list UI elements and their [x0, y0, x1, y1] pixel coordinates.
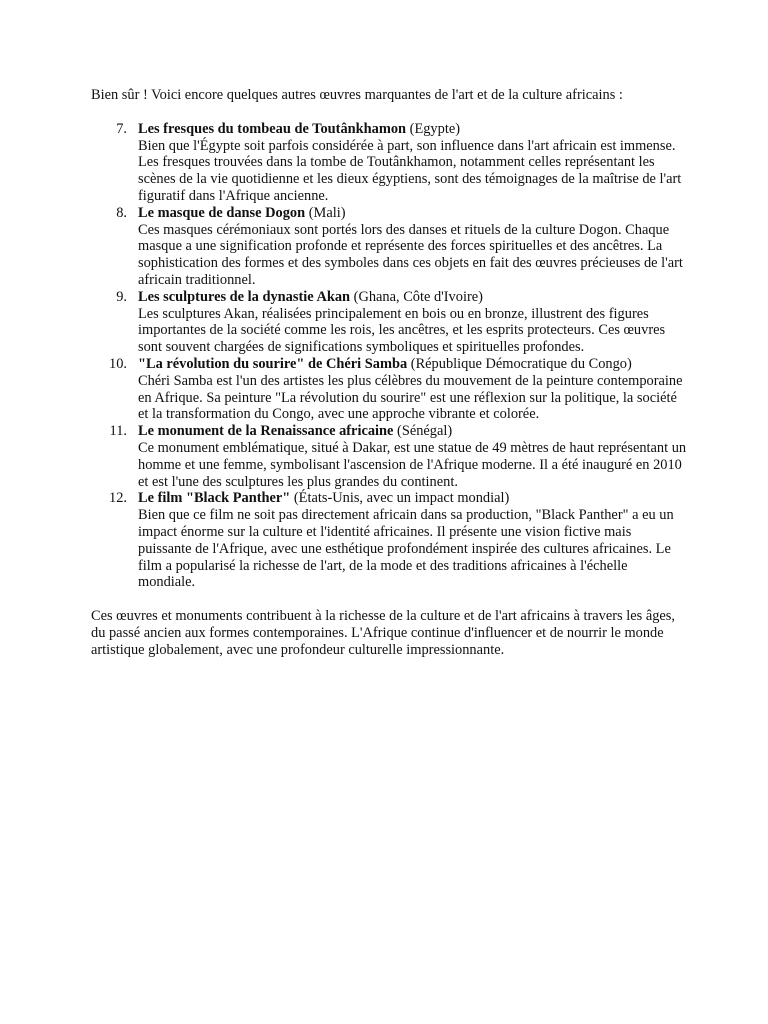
item-description: Bien que ce film ne soit pas directement africain dans sa production, "Black Panther" a eu un impact énorme sur la culture et l'identité africaines. Il présente une vision fictive mais puissante de l'Afrique, avec une esthétique profondément inspirée des cultures africaines. Le film a popularisé la richesse de l'art, de la mode et des traditions africaines à l'échelle mondiale. — [138, 507, 674, 591]
intro-paragraph: Bien sûr ! Voici encore quelques autres œuvres marquantes de l'art et de la culture africains : — [91, 87, 623, 103]
list-item — [91, 205, 687, 289]
list-item — [91, 356, 687, 423]
item-description: Ces masques cérémoniaux sont portés lors des danses et rituels de la culture Dogon. Chaque masque a une signification profonde et représente des forces spirituelles et des ancêtres. La sophistication des formes et des symboles dans ces objets en fait des œuvres précieuses de l'art africain traditionnel. — [138, 221, 683, 288]
item-number: 12. — [109, 490, 127, 507]
item-number: 8. — [116, 204, 127, 221]
list-item — [91, 423, 687, 490]
document-page — [91, 87, 687, 659]
item-title: Les sculptures de la dynastie Akan — [138, 288, 351, 305]
item-title: Les fresques du tombeau de Toutânkhamon — [138, 120, 407, 137]
item-title: Le film "Black Panther" — [138, 490, 291, 507]
artworks-list — [91, 121, 687, 591]
item-number: 7. — [116, 120, 127, 137]
item-description: Chéri Samba est l'un des artistes les plus célèbres du mouvement de la peinture contemporaine en Afrique. Sa peinture "La révolution du sourire" est une réflexion sur la politique, la société et la transformation du Congo, avec une approche vibrante et colorée. — [138, 372, 683, 423]
item-description: Les sculptures Akan, réalisées principalement en bois ou en bronze, illustrent des figures importantes de la société comme les rois, les ancêtres, et les esprits protecteurs. Ces œuvres sont souvent chargées de significations symboliques et spirituelles profondes. — [138, 305, 666, 356]
item-origin: (Mali) — [308, 204, 346, 221]
conclusion-paragraph: Ces œuvres et monuments contribuent à la richesse de la culture et de l'art africains à travers les âges, du passé ancien aux formes contemporaines. L'Afrique continue d'influencer et de nourrir le monde artistique globalement, avec une profondeur culturelle impressionnante. — [91, 608, 675, 658]
item-title: "La révolution du sourire" de Chéri Samba — [138, 355, 408, 372]
item-origin: (États-Unis, avec un impact mondial) — [293, 490, 510, 507]
list-item — [91, 289, 687, 356]
item-title: Le masque de danse Dogon — [138, 204, 306, 221]
item-title: Le monument de la Renaissance africaine — [138, 423, 394, 440]
item-number: 9. — [116, 288, 127, 305]
item-number: 11. — [109, 423, 127, 440]
list-item — [91, 121, 687, 205]
item-origin: (Egypte) — [409, 120, 461, 137]
item-origin: (République Démocratique du Congo) — [410, 355, 632, 372]
list-item — [91, 490, 687, 591]
item-number: 10. — [109, 355, 127, 372]
item-origin: (Ghana, Côte d'Ivoire) — [353, 288, 483, 305]
item-origin: (Sénégal) — [397, 423, 453, 440]
item-description: Bien que l'Égypte soit parfois considérée à part, son influence dans l'art africain est immense. Les fresques trouvées dans la tombe de Toutânkhamon, notamment celles représentant les scènes de la vie quotidienne et les dieux égyptiens, sont des témoignages de la maîtrise de l'art figuratif dans l'Afrique ancienne. — [138, 137, 682, 204]
item-description: Ce monument emblématique, situé à Dakar, est une statue de 49 mètres de haut représentant un homme et une femme, symbolisant l'ascension de l'Afrique moderne. Il a été inauguré en 2010 et est l'une des sculptures les plus grandes du continent. — [138, 439, 687, 490]
